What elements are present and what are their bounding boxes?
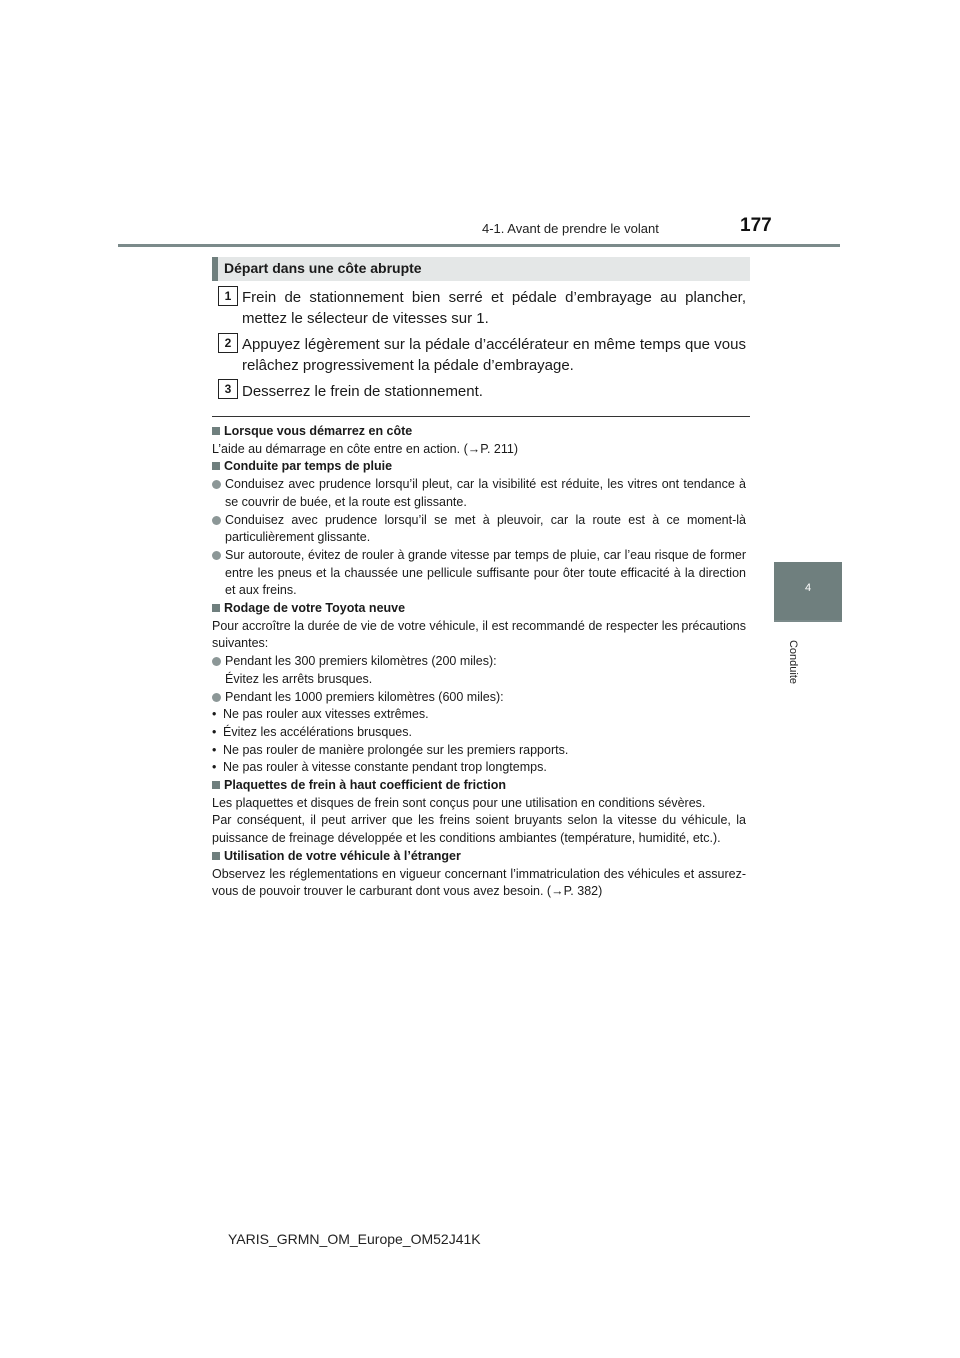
header-rule [118, 244, 840, 247]
step-text-1: Frein de stationnement bien serré et pédale d’embrayage au plancher, mettez le sélecteur de vitesses sur 1. [242, 289, 746, 327]
circle-bullet-icon [212, 693, 221, 702]
notes [212, 423, 746, 901]
section-title: Départ dans une côte abrupte [224, 260, 422, 276]
note-heading-rain: Conduite par temps de pluie [212, 458, 746, 476]
circle-bullet-icon [212, 551, 221, 560]
step-text-2: Appuyez légèrement sur la pédale d’accélérateur en même temps que vous relâchez progressivement la pédale d’embrayage. [242, 336, 746, 374]
note-body-brake-pads-2: Par conséquent, il peut arriver que les freins soient bruyants selon la vitesse du véhicule, la puissance de freinage développée et les conditions ambiantes (température, humidité, etc.). [212, 813, 746, 846]
square-bullet-icon [212, 852, 220, 860]
sub-list-item: • Évitez les accélérations brusques. [212, 724, 746, 742]
step-number-3: 3 [218, 379, 238, 399]
circle-bullet-icon [212, 516, 221, 525]
circle-bullet-icon [212, 480, 221, 489]
list-item: Pendant les 1000 premiers kilomètres (600 miles): [212, 689, 746, 707]
section-divider [212, 416, 750, 417]
note-body-hill-start: L’aide au démarrage en côte entre en action. (→P. 211) [212, 441, 518, 456]
square-bullet-icon [212, 462, 220, 470]
circle-bullet-icon [212, 657, 221, 666]
note-heading-hill-start: Lorsque vous démarrez en côte [212, 423, 746, 441]
square-bullet-icon [212, 604, 220, 612]
header-section-title: 4-1. Avant de prendre le volant [482, 221, 659, 236]
chapter-tab-label: Conduite [787, 639, 799, 685]
note-heading-brake-pads: Plaquettes de frein à haut coefficient de friction [212, 777, 746, 795]
page-number: 177 [740, 215, 772, 236]
step-number-2: 2 [218, 333, 238, 353]
sub-list-item: • Ne pas rouler aux vitesses extrêmes. [212, 706, 746, 724]
note-body-abroad: Observez les réglementations en vigueur concernant l’immatriculation des véhicules et assurez-vous de pouvoir trouver le carburant dont vous avez besoin. (→P. 382) [212, 866, 746, 899]
list-item: Sur autoroute, évitez de rouler à grande vitesse par temps de pluie, car l’eau risque de former entre les pneus et la chaussée une pellicule suffisante pour ôter toute efficacité à la direction et aux freins. [212, 547, 746, 600]
note-body-break-in: Pour accroître la durée de vie de votre véhicule, il est recommandé de respecter les précautions suivantes: [212, 618, 746, 651]
step-number-1: 1 [218, 286, 238, 306]
note-heading-abroad: Utilisation de votre véhicule à l’étranger [212, 848, 746, 866]
sub-list-item: • Ne pas rouler à vitesse constante pendant trop longtemps. [212, 759, 746, 777]
sub-list-item: • Ne pas rouler de manière prolongée sur les premiers rapports. [212, 742, 746, 760]
list-item: Conduisez avec prudence lorsqu’il pleut, car la visibilité est réduite, les vitres ont tendance à se couvrir de buée, et la route est glissante. [212, 476, 746, 511]
square-bullet-icon [212, 781, 220, 789]
section-header-bar [212, 257, 218, 281]
chapter-tab-number: 4 [804, 582, 812, 594]
step-text-3: Desserrez le frein de stationnement. [242, 383, 483, 400]
note-body-brake-pads: Les plaquettes et disques de frein sont conçus pour une utilisation en conditions sévères. [212, 795, 706, 810]
section-header [212, 257, 750, 281]
list-item: Pendant les 300 premiers kilomètres (200 miles): Évitez les arrêts brusques. [212, 653, 746, 688]
chapter-tab[interactable] [774, 562, 842, 620]
list-item: Conduisez avec prudence lorsqu’il se met à pleuvoir, car la route est à ce moment-là particulièrement glissante. [212, 512, 746, 547]
document-code: YARIS_GRMN_OM_Europe_OM52J41K [228, 1231, 481, 1247]
note-heading-break-in: Rodage de votre Toyota neuve [212, 600, 746, 618]
square-bullet-icon [212, 427, 220, 435]
